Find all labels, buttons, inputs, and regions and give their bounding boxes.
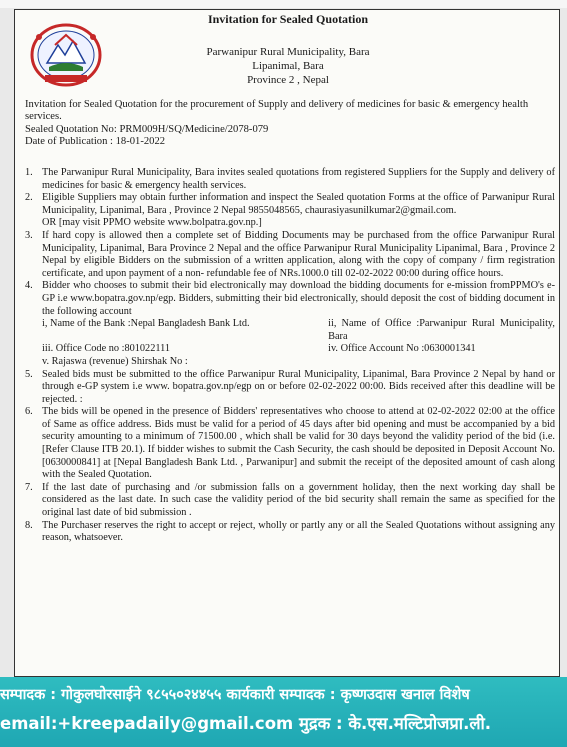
item-text: The Purchaser reserves the right to accept or reject, wholly or partly any or all the Sealed Quotations without assigning any reason, whatsoever. bbox=[42, 519, 555, 544]
item-number: 8. bbox=[25, 519, 33, 531]
item-number: 4. bbox=[25, 280, 33, 292]
item-number: 5. bbox=[25, 368, 33, 380]
footer-email-line: email:+kreepadaily@gmail.com मुद्रक : के.एस.मल्टिप्रोजप्रा.ली. bbox=[0, 714, 492, 733]
municipality-place: Lipanimal, Bara bbox=[252, 60, 324, 72]
municipality-name: Parwanipur Rural Municipality, Bara bbox=[206, 46, 370, 58]
item-extra: OR [may visit PPMO website www.bolpatra.gov.np.] bbox=[42, 217, 262, 229]
item-number: 6. bbox=[25, 406, 33, 418]
item-text: Eligible Suppliers may obtain further information and inspect the Sealed quotation Forms at the office of Parwanipur Rural Municipality, Lipanimal, Bara , Province 2 Nepal 9855048565, chaurasiyasunilkumar2@gmail.com. bbox=[42, 192, 555, 216]
bank-details bbox=[42, 318, 555, 343]
notice-paper bbox=[14, 9, 560, 677]
list-item bbox=[25, 482, 555, 520]
quotation-number: Sealed Quotation No: PRM009H/SQ/Medicine/2078-079 bbox=[25, 123, 269, 135]
item-text: The bids will be opened in the presence of Bidders' representatives who choose to attend at 02-02-2022 02:00 at the office of Same as office address. Bids must be valid for a period of 45 days after bid opening and must be accompanied by a bid security amounting to a minimum of 71500.00 , which shall be valid for 30 days beyond the validity period of the bid (i.e. [Refer Clause ITB 20.1). If bidder wishes to submit the Cash Security, the cash should be deposited in Deposit Account No.[0630000841] at [Nepal Bangladesh Bank Ltd. , Parwanipur] and submit the receipt of the deposited amount of cash along with the Sealed Quotation. bbox=[42, 406, 555, 481]
newspaper-footer-banner bbox=[0, 677, 567, 747]
list-item bbox=[25, 230, 555, 280]
item-number: 1. bbox=[25, 167, 33, 178]
office-account: iv. Office Account No :0630001341 bbox=[328, 343, 476, 355]
item-text: The Parwanipur Rural Municipality, Bara invites sealed quotations from registered Suppliers for the Supply and delivery of medicines for basic & emergency health services. bbox=[42, 167, 555, 191]
bank-name: i, Name of the Bank :Nepal Bangladesh Bank Ltd. bbox=[42, 318, 250, 330]
revenue-heading: v. Rajaswa (revenue) Shirshak No : bbox=[42, 355, 188, 367]
list-item bbox=[25, 406, 555, 482]
item-text: If the last date of purchasing and /or submission falls on a government holiday, then the next working day shall be considered as the last date. In such case the validity period of the bid security shall remain the same as specified for the original last date of bid submission . bbox=[42, 481, 555, 519]
office-name: ii, Name of Office :Parwanipur Rural Municipality, Bara bbox=[328, 318, 555, 342]
item-text: If hard copy is allowed then a complete set of Bidding Documents may be purchased from the office Parwanipur Rural Municipality, Lipanimal, Bara Province 2 Nepal and the office Parwanipur Rural Municipality Lipanimal, Bara , Province 2 Nepal by eligible Bidders on the submission of a written application, along with the copy of company / firm registration certificate, and upon payment of a non- refundable fee of NRs.1000.0 till 02-02-2022 00:00 during office hours. bbox=[42, 229, 555, 279]
item-text: Bidder who chooses to submit their bid electronically may download the bidding documents for e-mission fromPPMO's e-GP i.e www.bopatra.gov.np/egp. Bidders, submitting their bid electronically, should deposit the cost of bidding document in the following account bbox=[42, 280, 555, 317]
list-item bbox=[25, 369, 555, 407]
bank-codes bbox=[42, 343, 555, 356]
item-number: 7. bbox=[25, 481, 33, 493]
item-text: Sealed bids must be submitted to the office Parwanipur Rural Municipality, Lipanimal, Bara Province 2 Nepal by hand or through e-GP system i.e www. bopatra.gov.np/egp on or before 02-02-2022 00:00. Bids received after this deadline will be rejected. : bbox=[42, 368, 555, 405]
notice-title: Invitation for Sealed Quotation bbox=[207, 12, 369, 26]
intro-block bbox=[25, 99, 553, 149]
office-code: iii. Office Code no :801022111 bbox=[42, 343, 171, 355]
intro-purpose: Invitation for Sealed Quotation for the procurement of Supply and delivery of medicines for basic & emergency health services. bbox=[25, 99, 529, 123]
list-item bbox=[25, 280, 555, 368]
municipality-province: Province 2 , Nepal bbox=[247, 74, 329, 86]
item-number: 2. bbox=[25, 192, 33, 204]
list-item bbox=[25, 167, 555, 192]
list-item bbox=[25, 520, 555, 545]
publication-date: Date of Publication : 18-01-2022 bbox=[25, 136, 166, 148]
item-number: 3. bbox=[25, 229, 33, 241]
footer-editor-line: सम्पादक : गोकुलघोरसाईने ९८५५०२४४५५ कार्यकारी सम्पादक : कृष्णउदास खनाल विशेष bbox=[0, 687, 470, 703]
list-item bbox=[25, 192, 555, 230]
terms-list bbox=[25, 167, 555, 545]
top-strip bbox=[0, 0, 567, 8]
